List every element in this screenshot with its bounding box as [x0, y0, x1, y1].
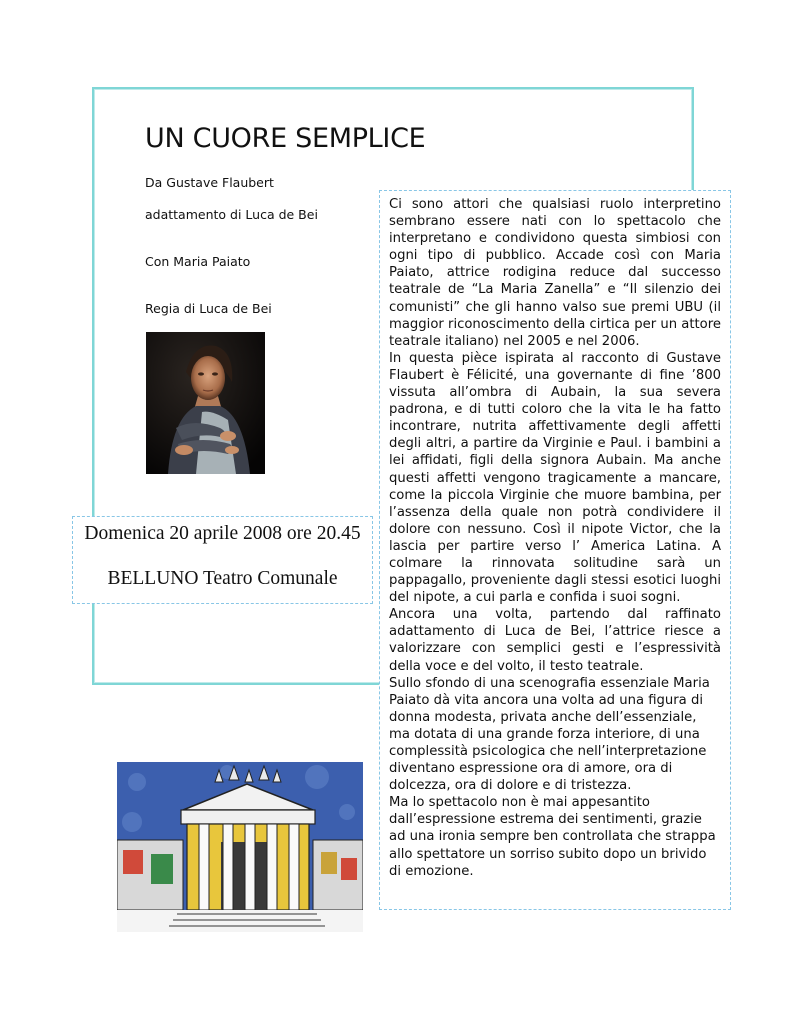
description-paragraph-1: Ci sono attori che qualsiasi ruolo interpretino sembrano essere nati con lo spettacolo che interpretano e condividono questa simbiosi con ogni tipo di pubblico. Accade così con Maria Paiato, attrice rodigina reduce dal successo teatrale de “La Maria Zanella” e “Il silenzio dei comunisti” che gli hanno valso sue premi UBU (il maggior riconoscimento della cirtica per un attore teatrale italiano) nel 2005 e nel 2006. [389, 197, 721, 349]
theatre-illustration-image [117, 762, 363, 932]
event-date: Domenica 20 aprile 2008 ore 20.45 [84, 523, 361, 544]
event-venue: BELLUNO Teatro Comunale [107, 568, 338, 589]
credit-cast: Con Maria Paiato [145, 254, 251, 269]
credit-adaptation: adattamento di Luca de Bei [145, 207, 318, 222]
description-paragraph-5: Ma lo spettacolo non è mai appesantito dall’espressione estrema dei sentimenti, grazie ad una ironia sempre ben controllata che strappa allo spettatore un sorriso subito dopo un brivido di emozione. [389, 795, 716, 879]
credit-direction: Regia di Luca de Bei [145, 301, 272, 316]
description-paragraph-2: In questa pièce ispirata al racconto di Gustave Flaubert è Félicité, una governante di fine ’800 vissuta all’ombra di Aubain, la sua severa padrona, e di tutti coloro che la vita le ha fatto incontrare, nutrita affettivamente degli affetti degli altri, a partire da Virginie e Paul. i bambini a lei affidati, figli della signora Aubain. Ma anche questi affetti vengono tragicamente a mancare, come la piccola Virginie che muore bambina, per l’assenza della quale non potrà condividere il dolore con nessuno. Così il nipote Victor, che la lascia per partire verso l’ America Latina. A colmare la rinnovata solitudine sarà un pappagallo, proveniente dagli stessi esotici luoghi del nipote, a cui parla e confida i suoi sogni. [389, 350, 721, 606]
credit-author: Da Gustave Flaubert [145, 175, 274, 190]
description-paragraph-3: Ancora una volta, partendo dal raffinato adattamento di Luca de Bei, l’attrice riesce a valorizzare con semplici gesti e l’espressività della voce e del volto, il testo teatrale. [389, 607, 721, 674]
page-title: UN CUORE SEMPLICE [145, 123, 426, 154]
description-box [379, 190, 731, 910]
event-info-box [72, 516, 373, 604]
description-paragraph-4: Sullo sfondo di una scenografia essenziale Maria Paiato dà vita ancora una volta ad una figura di donna modesta, privata anche dell’essenziale, ma dotata di una grande forza interiore, di una complessità psicologica che nell’interpretazione diventano espressione ora di amore, ora di dolcezza, ora di dolore e di tristezza. [389, 675, 710, 794]
actress-portrait-image [146, 332, 265, 474]
